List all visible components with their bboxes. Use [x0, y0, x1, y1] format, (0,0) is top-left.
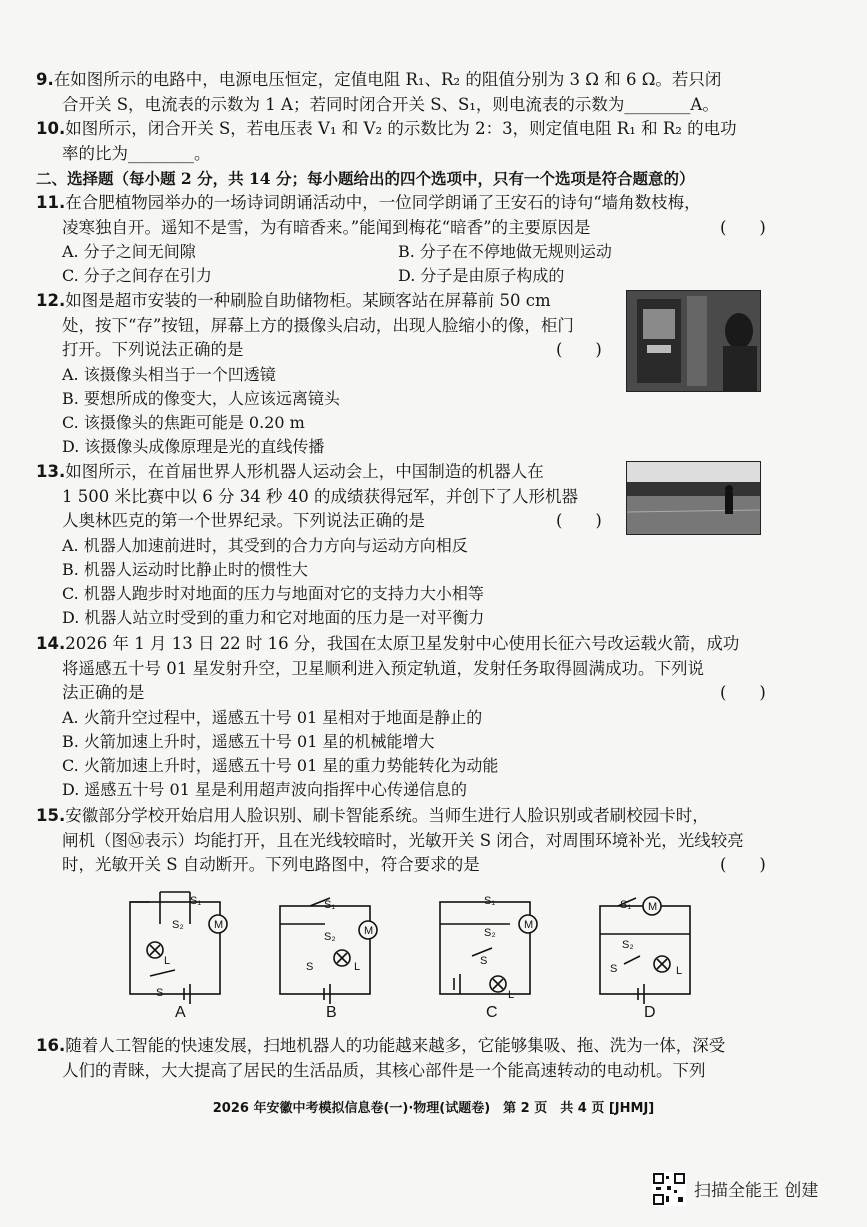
circuit-label-d: D [644, 1004, 656, 1021]
circuit-c-s1-label: S₁ [484, 895, 496, 907]
q14-option-d: D. 遥感五十号 01 星是利用超声波向指挥中心传递信息的 [62, 780, 467, 799]
q13-line3: 人奥林匹克的第一个世界纪录。下列说法正确的是 [62, 511, 425, 530]
q13-option-a: A. 机器人加速前进时，其受到的合力方向与运动方向相反 [62, 536, 468, 555]
q16-line1 [36, 1034, 725, 1058]
circuit-label-c: C [486, 1004, 498, 1021]
q11-number: 11. [36, 193, 66, 212]
q12-option-b: B. 要想所成的像变大，人应该远离镜头 [62, 389, 340, 408]
circuit-b-lamp-label: L [354, 961, 361, 973]
q15-line1 [36, 804, 709, 828]
q11-answer-paren: ( ) [720, 218, 766, 237]
circuit-d-lamp-label: L [676, 965, 683, 977]
q14-option-c: C. 火箭加速上升时，遥感五十号 01 星的重力势能转化为动能 [62, 756, 499, 775]
q13-option-c: C. 机器人跑步时对地面的压力与地面对它的支持力大小相等 [62, 584, 484, 603]
circuit-d-s1-label: S₁ [620, 899, 632, 911]
q15-answer-paren: ( ) [720, 855, 766, 874]
circuit-label-b: B [326, 1004, 337, 1021]
q11-line2: 凌寒独自开。遥知不是雪，为有暗香来。”能闻到梅花“暗香”的主要原因是 [62, 218, 591, 237]
q14-option-b: B. 火箭加速上升时，遥感五十号 01 星的机械能增大 [62, 732, 435, 751]
circuit-c-motor-label: M [524, 919, 534, 931]
q10-line2: 率的比为________。 [62, 144, 211, 163]
q11-line1 [36, 191, 701, 215]
q10-line1 [36, 117, 737, 141]
q14-line1 [36, 632, 739, 656]
q13-option-b: B. 机器人运动时比静止时的惯性大 [62, 560, 308, 579]
q12-option-a: A. 该摄像头相当于一个凹透镜 [62, 365, 276, 384]
circuit-c-switch-label: S [480, 955, 488, 967]
q13-line1 [36, 460, 544, 484]
q14-line3: 法正确的是 [62, 683, 145, 702]
circuit-b-s2-label: S₂ [324, 931, 336, 943]
q16-number: 16. [36, 1036, 66, 1055]
q15-text1: 安徽部分学校开始启用人脸识别、刷卡智能系统。当师生进行人脸识别或者刷校园卡时， [65, 806, 709, 825]
circuit-a-motor-label: M [214, 919, 224, 931]
q16-text1: 随着人工智能的快速发展，扫地机器人的功能越来越多，它能够集吸、拖、洗为一体，深受 [65, 1036, 726, 1055]
q10-number: 10. [36, 119, 66, 138]
q9-text1: 在如图所示的电路中，电源电压恒定，定值电阻 R₁、R₂ 的阻值分别为 3 Ω 和 6 Ω。若只闭 [53, 70, 722, 89]
q9-number: 9. [36, 70, 54, 89]
circuit-d [600, 897, 690, 1004]
q14-option-a: A. 火箭升空过程中，遥感五十号 01 星相对于地面是静止的 [62, 708, 483, 727]
locker-photo [626, 290, 761, 392]
q12-line3: 打开。下列说法正确的是 [62, 340, 244, 359]
robot-race-photo [626, 461, 761, 535]
circuit-a-s2-label: S₂ [172, 919, 184, 931]
q14-number: 14. [36, 634, 66, 653]
q11-option-d: D. 分子是由原子构成的 [398, 266, 565, 285]
circuit-c-s2-label: S₂ [484, 927, 496, 939]
q15-line2: 闸机（图Ⓜ表示）均能打开，且在光线较暗时，光敏开关 S 闭合，对周围环境补光，光线较亮 [62, 831, 744, 850]
q13-line2: 1 500 米比赛中以 6 分 34 秒 40 的成绩获得冠军，并创下了人形机器 [62, 487, 578, 506]
q13-text1: 如图所示，在首届世界人形机器人运动会上，中国制造的机器人在 [65, 462, 544, 481]
q12-option-d: D. 该摄像头成像原理是光的直线传播 [62, 437, 325, 456]
q13-number: 13. [36, 462, 66, 481]
q13-option-d: D. 机器人站立时受到的重力和它对地面的压力是一对平衡力 [62, 608, 485, 627]
circuit-b-s1-label: S₁ [324, 899, 336, 911]
q13-answer-paren: ( ) [556, 511, 602, 530]
qr-code-icon [652, 1172, 686, 1206]
q14-line2: 将遥感五十号 01 星发射升空，卫星顺利进入预定轨道，发射任务取得圆满成功。下列说 [62, 659, 704, 678]
circuit-c-lamp-label: L [508, 989, 515, 1001]
circuit-d-s2-label: S₂ [622, 939, 634, 951]
q12-line2: 处，按下“存”按钮，屏幕上方的摄像头启动，出现人脸缩小的像，柜门 [62, 316, 574, 335]
circuit-label-a: A [175, 1004, 186, 1021]
q10-text1: 如图所示，闭合开关 S，若电压表 V₁ 和 V₂ 的示数比为 2：3，则定值电阻 R₁ 和 R₂ 的电功 [65, 119, 737, 138]
q12-option-c: C. 该摄像头的焦距可能是 0.20 m [62, 413, 305, 432]
circuit-b [280, 898, 377, 1004]
q12-number: 12. [36, 291, 66, 310]
q12-answer-paren: ( ) [556, 340, 602, 359]
section-heading: 二、选择题（每小题 2 分，共 14 分；每小题给出的四个选项中，只有一个选项是符合题意的） [36, 169, 695, 188]
scanner-watermark: 扫描全能王 创建 [694, 1181, 819, 1201]
circuit-d-switch-label: S [610, 963, 618, 975]
circuit-b-switch-label: S [306, 961, 314, 973]
q16-line2: 人们的青睐，大大提高了居民的生活品质，其核心部件是一个能高速转动的电动机。下列 [62, 1061, 706, 1080]
circuit-b-motor-label: M [364, 925, 374, 937]
circuit-c [440, 902, 537, 994]
q11-option-a: A. 分子之间无间隙 [62, 242, 196, 261]
q9-line1 [36, 68, 721, 92]
page-footer: 2026 年安徽中考模拟信息卷(一)·物理(试题卷) 第 2 页 共 4 页 [JHMJ] [212, 1101, 655, 1116]
q15-circuit-diagrams [120, 884, 683, 1014]
q15-line3: 时，光敏开关 S 自动断开。下列电路图中，符合要求的是 [62, 855, 480, 874]
circuit-a [130, 892, 227, 1004]
q9-line2: 合开关 S，电流表的示数为 1 A；若同时闭合开关 S、S₁，则电流表的示数为________A。 [62, 95, 719, 114]
q11-option-b: B. 分子在不停地做无规则运动 [398, 242, 612, 261]
q15-number: 15. [36, 806, 66, 825]
q12-line1 [36, 289, 551, 313]
q11-text1: 在合肥植物园举办的一场诗词朗诵活动中，一位同学朗诵了王安石的诗句“墙角数枝梅， [65, 193, 701, 212]
circuit-a-lamp-label: L [164, 955, 171, 967]
q14-text1: 2026 年 1 月 13 日 22 时 16 分，我国在太原卫星发射中心使用长征六号改运载火箭，成功 [65, 634, 740, 653]
circuit-a-switch-label: S [156, 987, 164, 999]
circuit-d-motor-label: M [648, 901, 658, 913]
q12-text1: 如图是超市安装的一种刷脸自助储物柜。某顾客站在屏幕前 50 cm [65, 291, 551, 310]
circuit-a-s1-label: S₁ [190, 895, 202, 907]
q14-answer-paren: ( ) [720, 683, 766, 702]
q11-option-c: C. 分子之间存在引力 [62, 266, 212, 285]
